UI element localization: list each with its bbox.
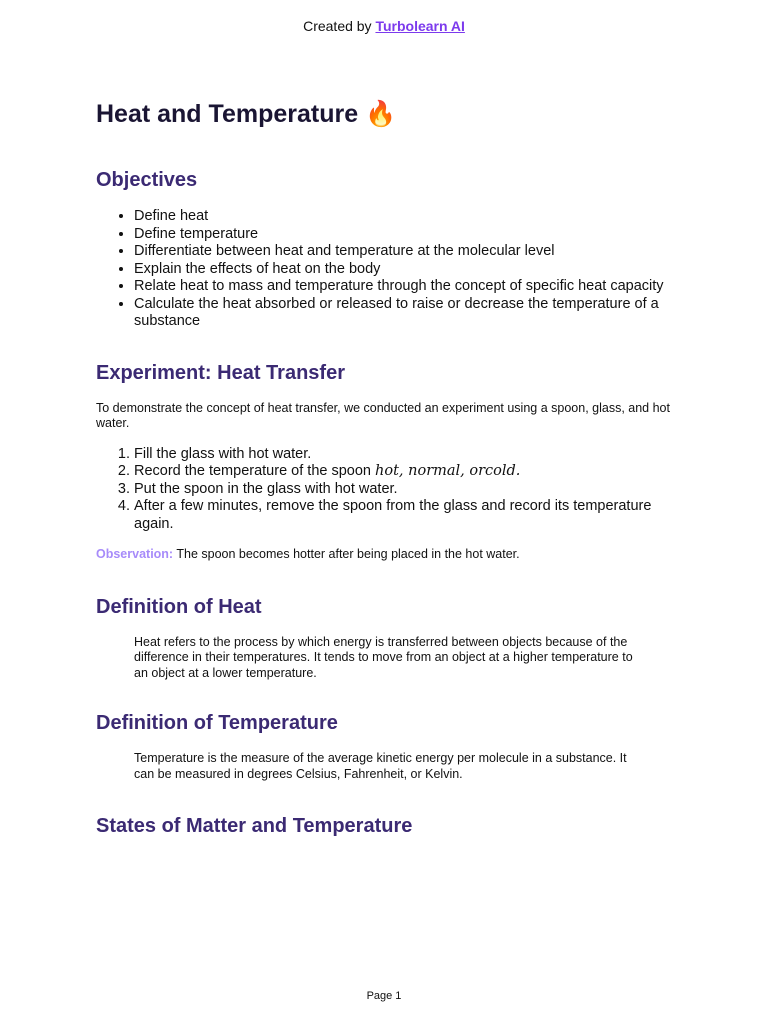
objectives-heading: Objectives [96,169,198,191]
list-item: • Define heat [134,208,676,226]
experiment-heading: Experiment: Heat Transfer [96,361,345,384]
list-item: • Differentiate between heat and temperature at the molecular level [134,243,676,261]
list-item: 4. After a few minutes, remove the spoon from the glass and record its temperature again. [134,498,676,533]
list-item: • Explain the effects of heat on the body [134,261,676,279]
experiment-steps [96,446,676,534]
created-by-text: Created by [303,18,376,34]
page-number: Page 1 [366,990,402,1002]
heat-definition-text: Heat refers to the process by which energy is transferred between objects because of the difference in their temperatures. It tends to move from an object at a higher temperature to an object at a lower temperature. [134,634,633,680]
list-item: • Calculate the heat absorbed or released to raise or decrease the temperature of a substance [134,296,676,331]
page-title: Heat and Temperature 🔥 [96,100,397,128]
list-item: 3. Put the spoon in the glass with hot water. [134,481,676,499]
temperature-definition-heading: Definition of Temperature [96,712,338,734]
observation-label: Observation: [96,547,174,561]
list-item: 1. Fill the glass with hot water. [134,446,676,464]
states-of-matter-heading: States of Matter and Temperature [96,815,413,837]
temperature-definition-text: Temperature is the measure of the average kinetic energy per molecule in a substance. It can be measured in degrees Celsius, Fahrenheit, or Kelvin. [134,751,627,781]
list-item [134,463,676,481]
observation [96,547,676,563]
experiment-intro: To demonstrate the concept of heat transfer, we conducted an experiment using a spoon, glass, and hot water. [96,400,670,430]
page-header [0,18,768,34]
document-content [96,96,676,840]
list-item: • Relate heat to mass and temperature through the concept of specific heat capacity [134,278,676,296]
step-text: Record the temperature of the spoon [134,463,376,479]
observation-text: The spoon becomes hotter after being placed in the hot water. [173,547,520,561]
objectives-list [96,208,676,331]
heat-definition-heading: Definition of Heat [96,595,262,618]
turbolearn-link[interactable]: Turbolearn AI [375,18,465,34]
math-expression: hot, normal, orcold. [375,463,521,479]
list-item: • Define temperature [134,226,676,244]
